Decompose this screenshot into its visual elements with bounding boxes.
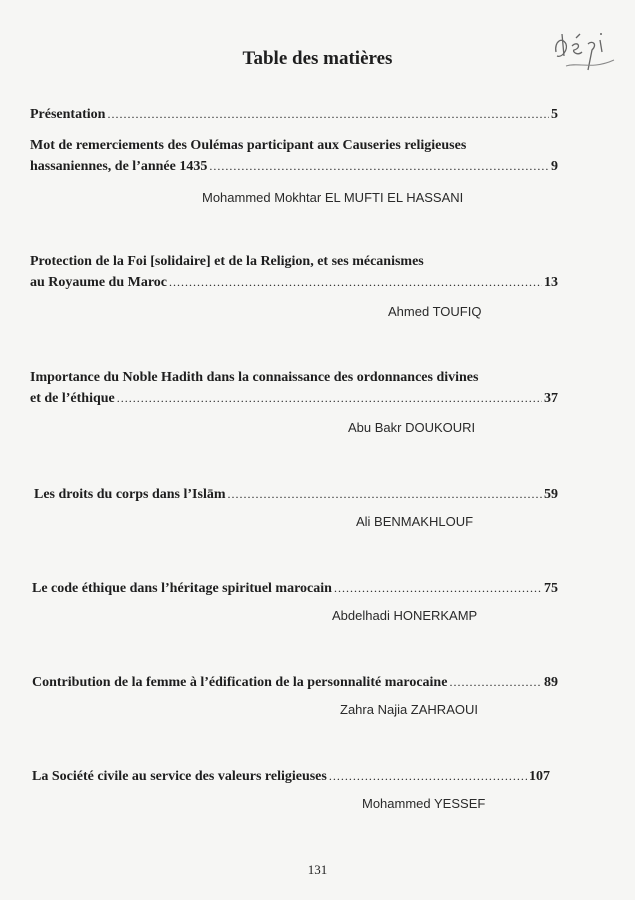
dot-leader xyxy=(329,766,527,786)
dot-leader xyxy=(228,484,542,504)
page-number: 13 xyxy=(544,275,558,290)
page-number: 5 xyxy=(551,107,558,122)
entry-title-line: Importance du Noble Hadith dans la connaissance des ordonnances divines xyxy=(30,370,479,385)
folio-page-number: 131 xyxy=(307,862,328,877)
toc-entry-line xyxy=(30,104,558,125)
entry-title: au Royaume du Maroc xyxy=(30,275,168,290)
entry-title: Les droits du corps dans l’Islām xyxy=(34,487,226,502)
entry-author: Ahmed TOUFIQ xyxy=(388,304,482,319)
toc-entry-line xyxy=(32,578,558,599)
toc-entry xyxy=(30,136,558,177)
page-number: 75 xyxy=(544,581,558,596)
page-number: 89 xyxy=(544,675,558,690)
entry-title-line: Protection de la Foi [solidaire] et de la Religion, et ses mécanismes xyxy=(30,254,424,269)
dot-leader xyxy=(209,156,549,176)
toc-entry xyxy=(34,484,558,505)
page-number: 37 xyxy=(544,391,558,406)
toc-entry-line xyxy=(32,766,550,787)
entry-title: et de l’éthique xyxy=(30,391,115,406)
page-number: 59 xyxy=(544,487,558,502)
toc-entry-line xyxy=(34,484,558,505)
dot-leader xyxy=(107,104,549,124)
toc-entry-line xyxy=(30,156,558,177)
entry-title: Présentation xyxy=(30,107,106,122)
page-number: 9 xyxy=(551,159,558,174)
toc-entry-line xyxy=(32,672,558,693)
entry-title: Contribution de la femme à l’édification de la personnalité marocaine xyxy=(32,675,448,690)
entry-author: Abdelhadi HONERKAMP xyxy=(332,608,478,623)
entry-author: Zahra Najia ZAHRAOUI xyxy=(340,702,478,717)
dot-leader xyxy=(169,272,542,292)
toc-entry xyxy=(30,252,558,293)
toc-entry-line xyxy=(30,388,558,409)
page-number: 107 xyxy=(529,769,550,784)
toc-entry xyxy=(30,104,558,125)
toc-entry xyxy=(32,672,558,693)
entry-title-line: Mot de remerciements des Oulémas participant aux Causeries religieuses xyxy=(30,138,467,153)
entry-title: hassaniennes, de l’année 1435 xyxy=(30,159,208,174)
dot-leader xyxy=(117,388,542,408)
toc-entry xyxy=(32,578,558,599)
entry-title: Le code éthique dans l’héritage spirituel marocain xyxy=(32,581,332,596)
toc-entry xyxy=(30,368,558,409)
entry-title: La Société civile au service des valeurs religieuses xyxy=(32,769,327,784)
entry-author: Mohammed Mokhtar EL MUFTI EL HASSANI xyxy=(202,190,464,205)
handwritten-annotation xyxy=(548,22,618,78)
dot-leader xyxy=(334,578,542,598)
entry-author: Abu Bakr DOUKOURI xyxy=(348,420,476,435)
entry-author: Ali BENMAKHLOUF xyxy=(356,514,474,529)
toc-entry xyxy=(32,766,550,787)
toc-entry-line xyxy=(30,272,558,293)
dot-leader xyxy=(449,672,542,692)
page-title: Table des matières xyxy=(242,48,393,69)
entry-author: Mohammed YESSEF xyxy=(362,796,486,811)
